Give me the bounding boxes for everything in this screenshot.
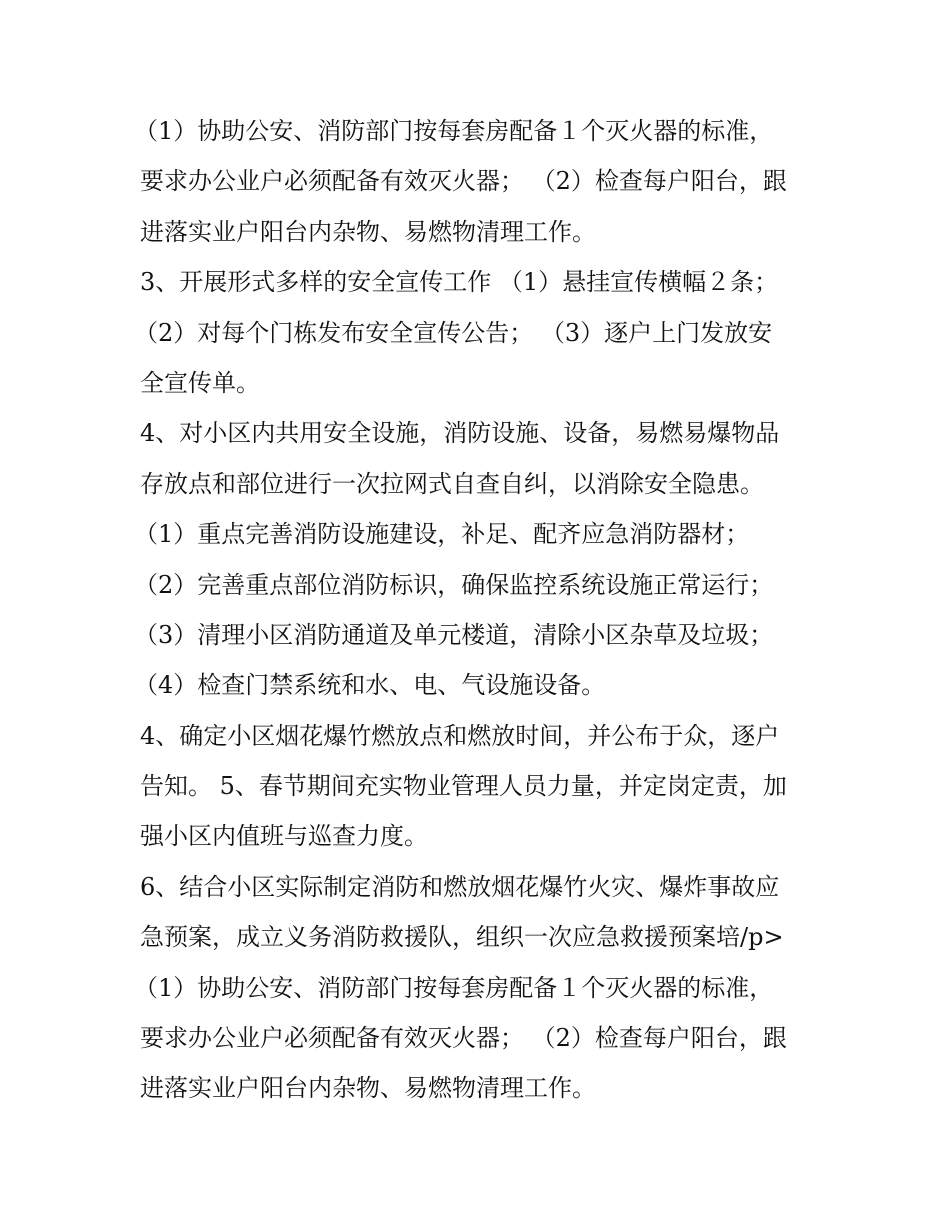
text-line: 进落实业户阳台内杂物、易燃物清理工作。 xyxy=(140,217,596,246)
text-line: （4）检查门禁系统和水、电、气设施设备。 xyxy=(134,671,606,700)
text-line: （1）协助公安、消防部门按每套房配备１个灭火器的标准， xyxy=(134,973,774,1002)
text-line: 急预案，成立义务消防救援队，组织一次应急救援预案培/p> xyxy=(140,923,784,952)
document-body xyxy=(134,106,810,1114)
text-line: （1）重点完善消防设施建设，补足、配齐应急消防器材； xyxy=(134,520,750,549)
text-line: （2）对每个门栋发布安全宣传公告； （3）逐户上门发放安 xyxy=(134,318,773,347)
text-line: 6、结合小区实际制定消防和燃放烟花爆竹火灾、爆炸事故应 xyxy=(140,872,780,901)
text-line: 全宣传单。 xyxy=(140,368,260,397)
text-line: 强小区内值班与巡查力度。 xyxy=(140,822,428,851)
text-line: （3）清理小区消防通道及单元楼道，清除小区杂草及垃圾； xyxy=(134,620,774,649)
text-line: 要求办公业户必须配备有效灭火器； （2）检查每户阳台，跟 xyxy=(140,1024,787,1053)
text-line: 存放点和部位进行一次拉网式自查自纠，以消除安全隐患。 xyxy=(140,469,764,498)
text-line: 3、开展形式多样的安全宣传工作 （1）悬挂宣传横幅２条； xyxy=(140,268,779,297)
text-line: 4、对小区内共用安全设施，消防设施、设备，易燃易爆物品 xyxy=(140,419,780,448)
text-line: 进落实业户阳台内杂物、易燃物清理工作。 xyxy=(140,1074,596,1103)
text-line: （1）协助公安、消防部门按每套房配备１个灭火器的标准， xyxy=(134,117,774,145)
text-line: （2）完善重点部位消防标识，确保监控系统设施正常运行； xyxy=(134,570,774,599)
text-line: 4、确定小区烟花爆竹燃放点和燃放时间，并公布于众，逐户 xyxy=(140,721,780,750)
text-line: 告知。 5、春节期间充实物业管理人员力量，并定岗定责，加 xyxy=(140,772,787,801)
text-line: 要求办公业户必须配备有效灭火器； （2）检查每户阳台，跟 xyxy=(140,167,787,196)
